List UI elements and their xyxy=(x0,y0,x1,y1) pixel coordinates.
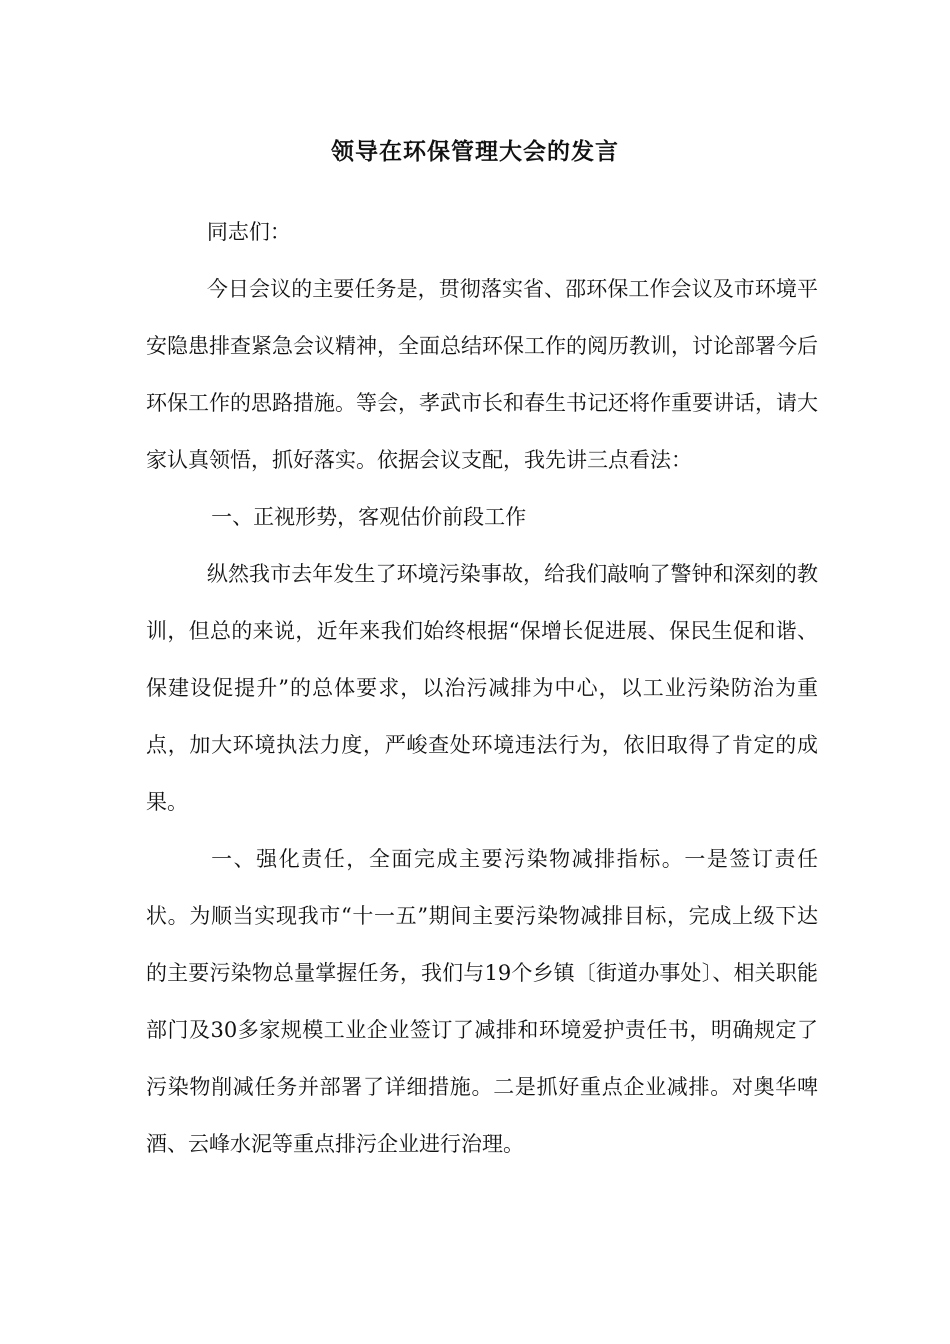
document-title: 领导在环保管理大会的发言 xyxy=(331,138,619,165)
salutation-paragraph: 同志们： xyxy=(206,220,291,244)
body-paragraph: 纵然我市去年发生了环境污染事故，给我们敲响了警钟和深刻的教训，但总的来说，近年来我们始终根据“保增长促进展、保民生促和谐、保建设促提升”的总体要求，以治污减排为中心，以工业污染防治为重点，加大环境执法力度，严峻查处环境违法行为，依旧取得了肯定的成果。 xyxy=(146,562,818,814)
intro-paragraph: 今日会议的主要任务是，贯彻落实省、邵环保工作会议及市环境平安隐患排查紧急会议精神，全面总结环保工作的阅历教训，讨论部署今后环保工作的思路措施。等会，孝武市长和春生书记还将作重要讲话，请大家认真领悟，抓好落实。依据会议支配，我先讲三点看法： xyxy=(146,277,818,472)
document-body xyxy=(146,204,818,1173)
body-paragraph: 一、强化责任，全面完成主要污染物减排指标。一是签订责任状。为顺当实现我市“十一五”期间主要污染物减排目标，完成上级下达的主要污染物总量掌握任务，我们与19个乡镇〔街道办事处〕、相关职能部门及30多家规模工业企业签订了减排和环境爱护责任书，明确规定了污染物削减任务并部署了详细措施。二是抓好重点企业减排。对奥华啤酒、云峰水泥等重点排污企业进行治理。 xyxy=(146,847,818,1156)
section-heading: 一、正视形势，客观估价前段工作 xyxy=(211,505,527,529)
